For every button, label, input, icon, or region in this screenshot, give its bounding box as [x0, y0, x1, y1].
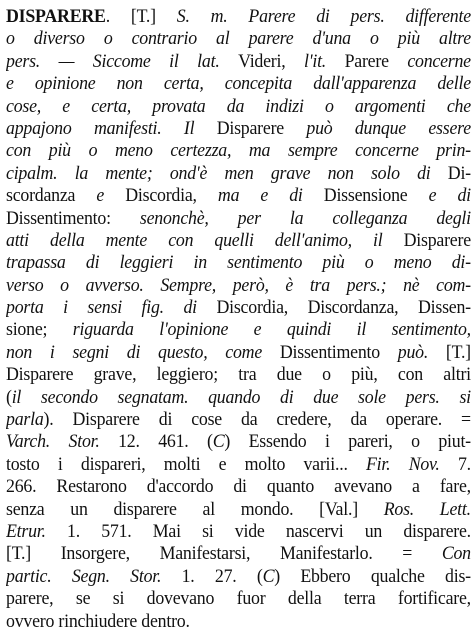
text-segment: 7.: [457, 453, 471, 475]
text-segment: partic. Segn. Stor.: [6, 565, 182, 587]
text-line: [6, 319, 471, 341]
text-line: [6, 275, 471, 297]
text-segment: 1. 27. (: [181, 565, 263, 587]
text-line: [6, 6, 471, 28]
text-segment: e opinione non certa, concepita dall'apparenza delle: [6, 73, 471, 95]
text-segment: tosto i dispareri, molti e molto varii...: [6, 453, 367, 475]
text-segment: S. m. Parere di pers. differente: [176, 6, 471, 27]
text-segment: può.: [397, 341, 446, 363]
text-segment: riguarda l'opinione e quindi il sentimento,: [72, 319, 471, 341]
text-segment: trapassa di leggieri in sentimento più o meno di-: [6, 252, 471, 274]
text-line: [6, 521, 471, 543]
text-segment: Discordia, Discordanza, Dissen-: [216, 297, 471, 319]
text-segment: concerne: [407, 50, 471, 72]
text-line: [6, 543, 471, 565]
text-segment: . [T.]: [105, 6, 177, 27]
text-segment: Di-: [447, 162, 471, 184]
text-segment: Varch. Stor.: [6, 431, 119, 453]
text-segment: con più o meno certezza, ma sempre concerne prin-: [6, 140, 471, 162]
text-segment: Videri,: [238, 50, 305, 72]
text-segment: Dissentimento:: [6, 207, 140, 229]
text-segment: ma e di: [217, 185, 324, 207]
text-segment: 266. Restarono d'accordo di quanto avevano a fare,: [6, 476, 471, 498]
text-line: [6, 208, 471, 230]
text-line: [6, 566, 471, 588]
text-line: [6, 230, 471, 252]
text-segment: ). Disparere di cose da credere, da operare. =: [43, 409, 471, 431]
text-line: [6, 96, 471, 118]
text-segment: 12. 461. (: [118, 431, 213, 453]
text-segment: [T.]: [445, 341, 471, 363]
text-segment: parere, se si dovevano fuor della terra fortificare,: [6, 588, 471, 610]
dictionary-entry-disparere: [6, 6, 471, 633]
text-segment: Disparere: [403, 229, 471, 251]
text-segment: il secondo segnatam. quando di due sole pers. si: [11, 386, 471, 408]
text-line: [6, 611, 471, 633]
text-line: [6, 185, 471, 207]
text-segment: C: [212, 431, 225, 453]
headword: DISPARERE: [6, 6, 106, 27]
text-segment: parla: [6, 409, 44, 431]
text-segment: atti della mente con quelli dell'animo, il: [6, 229, 404, 251]
text-line: [6, 588, 471, 610]
text-segment: ) Essendo i pareri, o piut-: [224, 431, 471, 453]
text-line: [6, 140, 471, 162]
text-line: [6, 342, 471, 364]
text-segment: pers. — Siccome il lat.: [6, 50, 239, 72]
text-segment: Parere: [344, 50, 408, 72]
text-segment: Discordia,: [125, 185, 218, 207]
text-line: [6, 28, 471, 50]
text-segment: Con: [441, 543, 471, 565]
text-segment: ovvero rinchiudere dentro.: [6, 610, 190, 632]
text-segment: (: [6, 386, 12, 408]
text-segment: Fir. Nov.: [366, 453, 458, 475]
text-segment: C: [262, 565, 275, 587]
text-segment: sione;: [6, 319, 73, 341]
text-segment: Disparere: [216, 117, 307, 139]
text-line: [6, 409, 471, 431]
text-segment: cipalm. la mente; ond'è men grave non solo di: [6, 162, 448, 184]
text-segment: senza un disparere al mondo. [Val.]: [6, 498, 384, 520]
text-segment: verso o avverso. Sempre, però, è tra pers.; nè com-: [6, 274, 471, 296]
text-segment: 1. 571. Mai si vide nascervi un disparere.: [67, 520, 471, 542]
text-segment: o diverso o contrario al parere d'una o più altre: [6, 28, 471, 50]
text-line: [6, 499, 471, 521]
text-segment: l'it.: [304, 50, 345, 72]
text-line: [6, 163, 471, 185]
text-segment: Etrur.: [6, 520, 68, 542]
text-segment: senonchè, per la colleganza degli: [139, 207, 471, 229]
text-segment: può dunque essere: [306, 117, 471, 139]
text-segment: appajono manifesti. Il: [6, 117, 217, 139]
text-line: [6, 387, 471, 409]
text-line: [6, 252, 471, 274]
text-segment: e: [96, 185, 126, 207]
text-line: [6, 431, 471, 453]
text-segment: e di: [428, 185, 471, 207]
text-line: [6, 118, 471, 140]
text-segment: non i segni di questo, come: [6, 341, 280, 363]
text-segment: ) Ebbero qualche dis-: [274, 565, 471, 587]
text-segment: [T.] Insorgere, Manifestarsi, Manifestarlo. =: [6, 543, 442, 565]
text-line: [6, 51, 471, 73]
text-line: [6, 476, 471, 498]
text-segment: scordanza: [6, 185, 97, 207]
text-segment: Disparere grave, leggiero; tra due o più, con altri: [6, 364, 471, 386]
text-segment: cose, e certa, provata da indizi o argomenti che: [6, 95, 471, 117]
text-line: [6, 73, 471, 95]
text-segment: Ros. Lett.: [383, 498, 471, 520]
text-segment: Dissensione: [323, 185, 429, 207]
text-line: [6, 454, 471, 476]
text-line: [6, 364, 471, 386]
text-segment: porta i sensi fig. di: [6, 297, 217, 319]
text-segment: Dissentimento: [279, 341, 398, 363]
text-line: [6, 297, 471, 319]
